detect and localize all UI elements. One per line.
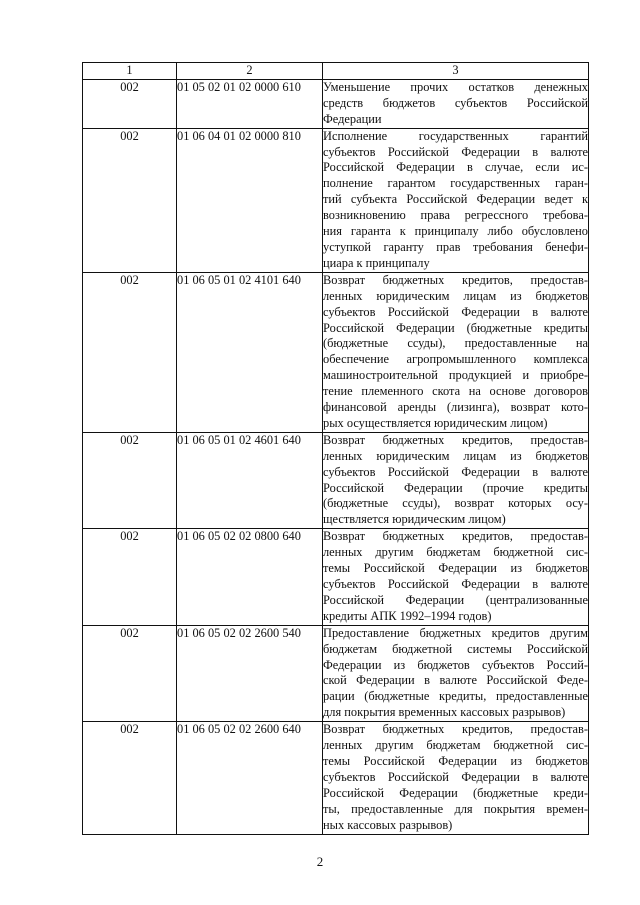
description-line: Федерации [323,111,382,126]
description-cell [323,128,589,272]
description-line: машиностроительной продукцией и приобре- [323,368,588,383]
description-line: субъектов Российской Федерации в валюте [323,304,588,319]
table-row [83,432,589,528]
budget-code-cell: 01 05 02 01 02 0000 610 [177,79,323,128]
description-cell [323,79,589,128]
description-line: Российской Федерации в случае, если ис- [323,160,588,175]
description-line: возникновению права регрессного требова- [323,208,588,223]
description-line: субъектов Российской Федерации в валюте [323,464,588,479]
table-row [83,529,589,625]
table-row [83,79,589,128]
description-line: (бюджетные ссуды), возврат которых осу- [323,496,588,511]
description-line: циара к принципалу [323,255,430,270]
description-line: Возврат бюджетных кредитов, предостав- [323,272,588,287]
description-line: Исполнение государственных гарантий [323,128,588,143]
description-line: ществляется юридическим лицом) [323,512,506,527]
budget-code-cell: 01 06 05 02 02 0800 640 [177,529,323,625]
table-row [83,272,589,432]
column-header-1: 1 [83,63,177,80]
admin-code-cell: 002 [83,79,177,128]
description-line: Уменьшение прочих остатков денежных [323,79,588,94]
description-line: Возврат бюджетных кредитов, предостав- [323,432,588,447]
description-line: Российской Федерации (бюджетные креди- [323,785,588,800]
table-row [83,128,589,272]
admin-code-cell: 002 [83,625,177,721]
description-line: Российской Федерации (централизованные [323,592,588,607]
description-line: ных кассовых разрывов) [323,817,453,832]
budget-code-cell: 01 06 05 02 02 2600 540 [177,625,323,721]
description-line: темы Российской Федерации из бюджетов [323,561,588,576]
description-cell [323,625,589,721]
description-line: рации (бюджетные кредиты, предоставленные [323,689,588,704]
description-line: уступкой гаранту прав требования бенефи- [323,239,588,254]
description-line: ской Федерации в валюте Российской Феде- [323,673,588,688]
budget-code-cell: 01 06 04 01 02 0000 810 [177,128,323,272]
description-line: Федерации из бюджетов субъектов Россий- [323,657,588,672]
admin-code-cell: 002 [83,272,177,432]
admin-code-cell: 002 [83,529,177,625]
budget-code-cell: 01 06 05 02 02 2600 640 [177,722,323,834]
table-row [83,722,589,834]
description-cell [323,432,589,528]
budget-code-cell: 01 06 05 01 02 4601 640 [177,432,323,528]
admin-code-cell: 002 [83,722,177,834]
description-cell [323,529,589,625]
description-line: ленных юридическим лицам из бюджетов [323,448,588,463]
description-line: ния гаранта к принципалу либо обусловлено [323,224,588,239]
description-line: (бюджетные ссуды), предоставленные на [323,336,588,351]
table-body [83,79,589,834]
description-line: обеспечение агропромышленного комплекса [323,352,588,367]
page-number: 2 [316,854,324,869]
description-line: Российской Федерации (бюджетные кредиты [323,320,588,335]
description-line: ленных юридическим лицам из бюджетов [323,288,588,303]
table-header-row [83,63,589,80]
description-line: рых осуществляется юридическим лицом) [323,415,548,430]
description-line: Возврат бюджетных кредитов, предостав- [323,529,588,544]
table-row [83,625,589,721]
description-line: для покрытия временных кассовых разрывов) [323,705,566,720]
description-line: Российской Федерации (прочие кредиты [323,480,588,495]
admin-code-cell: 002 [83,432,177,528]
description-line: темы Российской Федерации из бюджетов [323,753,588,768]
description-line: тий субъекта Российской Федерации ведет к [323,192,588,207]
budget-code-cell: 01 06 05 01 02 4101 640 [177,272,323,432]
description-line: ты, предоставленные для покрытия времен- [323,801,588,816]
description-line: бюджетам бюджетной системы Российской [323,641,588,656]
description-line: субъектов Российской Федерации в валюте [323,144,588,159]
description-line: тение племенного скота на основе договоров [323,384,588,399]
description-line: ленных другим бюджетам бюджетной сис- [323,738,588,753]
admin-code-cell: 002 [83,128,177,272]
description-line: Возврат бюджетных кредитов, предостав- [323,722,588,737]
description-line: финансовой аренды (лизинга), возврат кото- [323,400,588,415]
column-header-2: 2 [177,63,323,80]
description-cell [323,722,589,834]
column-header-3: 3 [323,63,589,80]
budget-codes-table [82,62,589,835]
description-line: ленных другим бюджетам бюджетной сис- [323,545,588,560]
description-line: субъектов Российской Федерации в валюте [323,769,588,784]
description-line: кредиты АПК 1992–1994 годов) [323,608,492,623]
description-cell [323,272,589,432]
description-line: субъектов Российской Федерации в валюте [323,577,588,591]
description-line: Предоставление бюджетных кредитов другим [323,625,588,640]
description-line: средств бюджетов субъектов Российской [323,95,588,110]
description-line: полнение гарантом государственных гаран- [323,176,588,191]
